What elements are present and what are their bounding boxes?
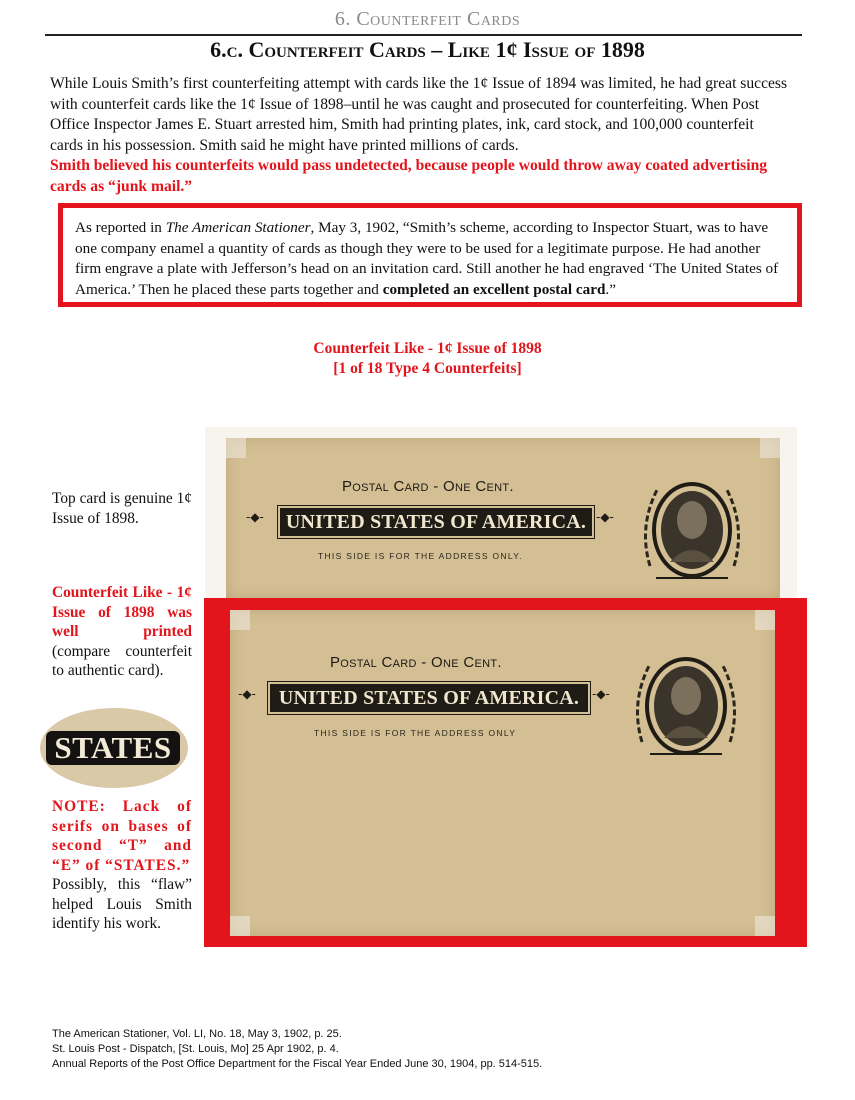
intro-highlight: Smith believed his counterfeits would pass undetected, because people would throw away coated advertising cards as “junk mail.”: [50, 157, 768, 195]
banner-ornament-left: -◆-: [238, 687, 256, 701]
caption-line-1: Counterfeit Like - 1¢ Issue of 1898: [313, 340, 542, 357]
card-corner: [755, 916, 775, 936]
header-rule: [45, 34, 802, 36]
card-heading: Postal Card - One Cent.: [342, 478, 514, 495]
counterfeit-note-red: Counterfeit Like - 1¢ Issue of 1898 was well printed: [52, 584, 192, 640]
states-detail-word: STATES: [46, 731, 180, 765]
caption-line-2: [1 of 18 Type 4 Counterfeits]: [333, 360, 522, 377]
quote-box: [58, 203, 802, 307]
card-corner: [230, 610, 250, 630]
card-corner: [226, 438, 246, 458]
banner-ornament-right: -◆-: [596, 510, 614, 524]
flaw-note-black: Possibly, this “flaw” helped Louis Smith identify his work.: [52, 876, 192, 932]
card-heading: Postal Card - One Cent.: [330, 654, 502, 671]
quote-source: The American Stationer: [165, 219, 311, 236]
quote-suffix: .”: [605, 280, 616, 298]
page-title: 6.c. Counterfeit Cards – Like 1¢ Issue of 1898: [210, 37, 645, 62]
jefferson-stamp-icon: [636, 466, 748, 594]
address-line: THIS SIDE IS FOR THE ADDRESS ONLY.: [318, 551, 523, 561]
states-detail-image: [40, 708, 188, 788]
quote-body: , May 3, 1902, “Smith’s scheme, according to Inspector Stuart, was to have one company enamel a quantity of cards as though they were to be used for a legitimate purpose. He had another firm engrave a plate with Jefferson’s head on an invitation card. Still another he had engraved ‘The United States of America.’ Then he placed these parts together and: [75, 219, 779, 298]
counterfeit-note-black: (compare counterfeit to authentic card).: [52, 642, 192, 679]
flaw-note: [52, 797, 192, 934]
flaw-note-red: NOTE: Lack of serifs on bases of second “T” and “E” of “STATES.”: [52, 798, 192, 874]
card-corner: [755, 610, 775, 630]
jefferson-stamp-icon: [628, 640, 744, 770]
intro-paragraph: [50, 74, 790, 197]
counterfeit-postal-card: [230, 610, 775, 936]
reference-item: The American Stationer, Vol. LI, No. 18, May 3, 1902, p. 25.: [52, 1028, 342, 1040]
counterfeit-note: [52, 583, 192, 681]
quote-bold: completed an excellent postal card: [382, 280, 606, 298]
card-corner: [760, 438, 780, 458]
quote-prefix: As reported in: [75, 219, 166, 236]
banner-ornament-left: -◆-: [246, 510, 264, 524]
reference-item: Annual Reports of the Post Office Department for the Fiscal Year Ended June 30, 1904, pp. 514-515.: [52, 1058, 543, 1070]
address-line: THIS SIDE IS FOR THE ADDRESS ONLY: [314, 728, 517, 738]
intro-text: While Louis Smith’s first counterfeiting attempt with cards like the 1¢ Issue of 1894 was limited, he had great success with counterfeit cards like the 1¢ Issue of 1898–until he was caught and prosecuted for counterfeiting. When Post Office Inspector James E. Stuart arrested him, Smith had printing plates, ink, card stock, and 100,000 counterfeit cards in his possession. Smith said he might have printed millions of cards.: [50, 75, 788, 154]
card-banner: UNITED STATES OF AMERICA.: [280, 508, 592, 536]
genuine-postal-card: [226, 438, 780, 598]
exhibit-caption: [0, 339, 855, 379]
card-banner: UNITED STATES OF AMERICA.: [270, 684, 588, 712]
reference-item: St. Louis Post - Dispatch, [St. Louis, Mo] 25 Apr 1902, p. 4.: [52, 1043, 339, 1055]
card-corner: [230, 916, 250, 936]
genuine-note: Top card is genuine 1¢ Issue of 1898.: [52, 490, 192, 527]
banner-ornament-right: -◆-: [592, 687, 610, 701]
section-title: 6. Counterfeit Cards: [334, 8, 521, 30]
references: [52, 1027, 812, 1072]
